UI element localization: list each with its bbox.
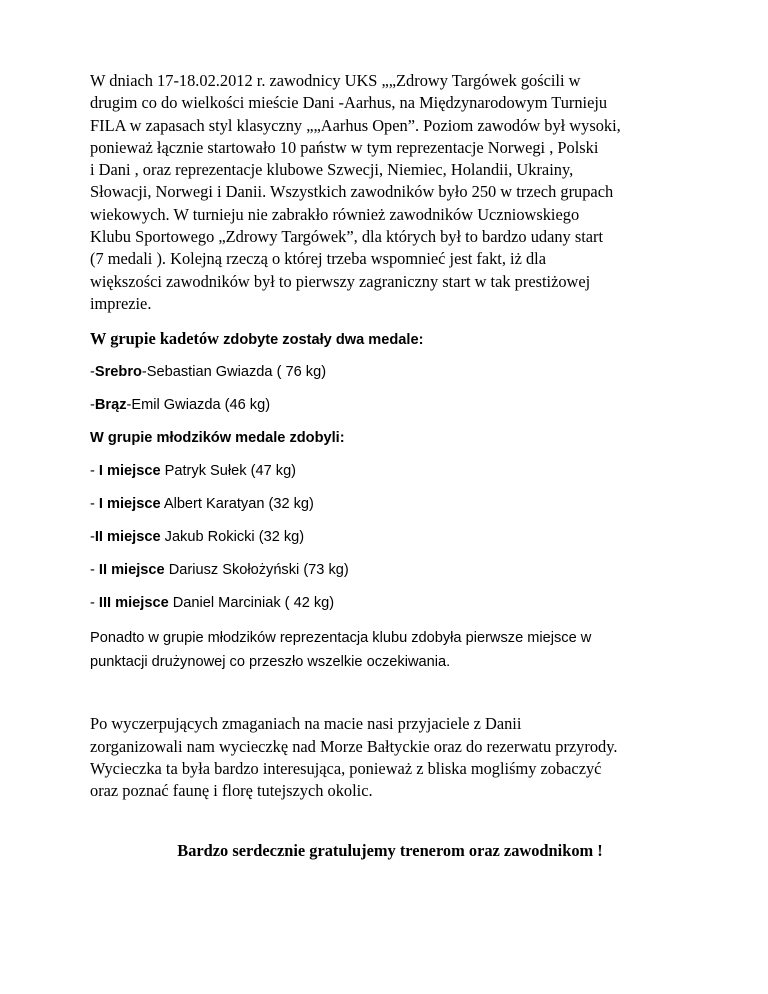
athlete-name: Patryk Sułek (47 kg) <box>160 463 297 480</box>
place-label: II miejsce <box>94 529 161 546</box>
cadet-medal-item <box>90 395 690 415</box>
athlete-name: Jakub Rokicki (32 kg) <box>160 529 305 546</box>
cadets-heading-part1: W grupie kadetów <box>90 329 224 349</box>
intro-line: i Dani , oraz reprezentacje klubowe Szwecji, Niemiec, Holandii, Ukrainy, <box>90 160 574 180</box>
junior-medal-item <box>90 527 690 547</box>
place-label: II miejsce <box>98 562 165 579</box>
place-label: I miejsce <box>98 496 161 513</box>
document-page <box>90 70 690 861</box>
athlete-name: -Emil Gwiazda (46 kg) <box>126 397 271 414</box>
junior-medal-item <box>90 494 690 514</box>
athlete-name: Dariusz Skołożyński (73 kg) <box>164 562 349 579</box>
intro-line: W dniach 17-18.02.2012 r. zawodnicy UKS „„Zdrowy Targówek gościli w <box>90 71 581 90</box>
item-prefix: - <box>90 496 99 513</box>
junior-medal-item <box>90 593 690 613</box>
intro-line: drugim co do wielkości mieście Dani -Aarhus, na Międzynarodowym Turnieju <box>90 93 608 113</box>
team-result-paragraph <box>90 626 690 674</box>
intro-line: wiekowych. W turnieju nie zabrakło również zawodników Uczniowskiego <box>90 204 580 224</box>
medal-label: Brąz <box>94 397 127 414</box>
intro-line: FILA w zapasach styl klasyczny „„Aarhus Open”. Poziom zawodów był wysoki, <box>90 115 621 135</box>
cadet-medal-item <box>90 362 690 382</box>
item-prefix: - <box>90 463 99 480</box>
junior-medal-item <box>90 560 690 580</box>
cadets-heading-part2: zdobyte zostały dwa medale: <box>223 332 424 349</box>
intro-line: Klubu Sportowego „Zdrowy Targówek”, dla których był to bardzo udany start <box>90 227 604 247</box>
team-result-line: punktacji drużynowej co przeszło wszelkie oczekiwania. <box>90 654 451 671</box>
athlete-name: Daniel Marciniak ( 42 kg) <box>168 595 335 612</box>
junior-medal-item <box>90 461 690 481</box>
item-prefix: - <box>90 595 99 612</box>
trip-line: oraz poznać faunę i florę tutejszych okolic. <box>90 781 373 801</box>
intro-paragraph <box>90 70 690 315</box>
athlete-name: -Sebastian Gwiazda ( 76 kg) <box>141 364 327 381</box>
trip-line: Wycieczka ta była bardzo interesująca, ponieważ z bliska mogliśmy zobaczyć <box>90 758 602 778</box>
team-result-line: Ponadto w grupie młodzików reprezentacja klubu zdobyła pierwsze miejsce w <box>90 630 592 647</box>
closing-congratulations: Bardzo serdecznie gratulujemy trenerom oraz zawodnikom ! <box>177 841 603 861</box>
place-label: III miejsce <box>98 595 169 612</box>
juniors-heading: W grupie młodzików medale zdobyli: <box>90 430 345 447</box>
trip-paragraph <box>90 713 690 802</box>
item-prefix: - <box>90 529 95 546</box>
item-prefix: - <box>90 364 95 381</box>
trip-line: Po wyczerpujących zmaganiach na macie nasi przyjaciele z Danii <box>90 714 522 734</box>
intro-line: większości zawodników był to pierwszy zagraniczny start w tak prestiżowej <box>90 271 591 291</box>
item-prefix: - <box>90 562 99 579</box>
intro-line: (7 medali ). Kolejną rzeczą o której trzeba wspomnieć jest fakt, iż dla <box>90 249 547 269</box>
athlete-name: Albert Karatyan (32 kg) <box>160 496 314 513</box>
intro-line: ponieważ łącznie startowało 10 państw w tym reprezentacje Norwegi , Polski <box>90 137 599 157</box>
intro-line: imprezie. <box>90 293 152 313</box>
trip-line: zorganizowali nam wycieczkę nad Morze Bałtyckie oraz do rezerwatu przyrody. <box>90 736 618 756</box>
place-label: I miejsce <box>98 463 161 480</box>
medal-label: Srebro <box>94 364 142 381</box>
intro-line: Słowacji, Norwegi i Danii. Wszystkich zawodników było 250 w trzech grupach <box>90 182 614 202</box>
item-prefix: - <box>90 397 95 414</box>
cadets-heading <box>90 329 690 349</box>
